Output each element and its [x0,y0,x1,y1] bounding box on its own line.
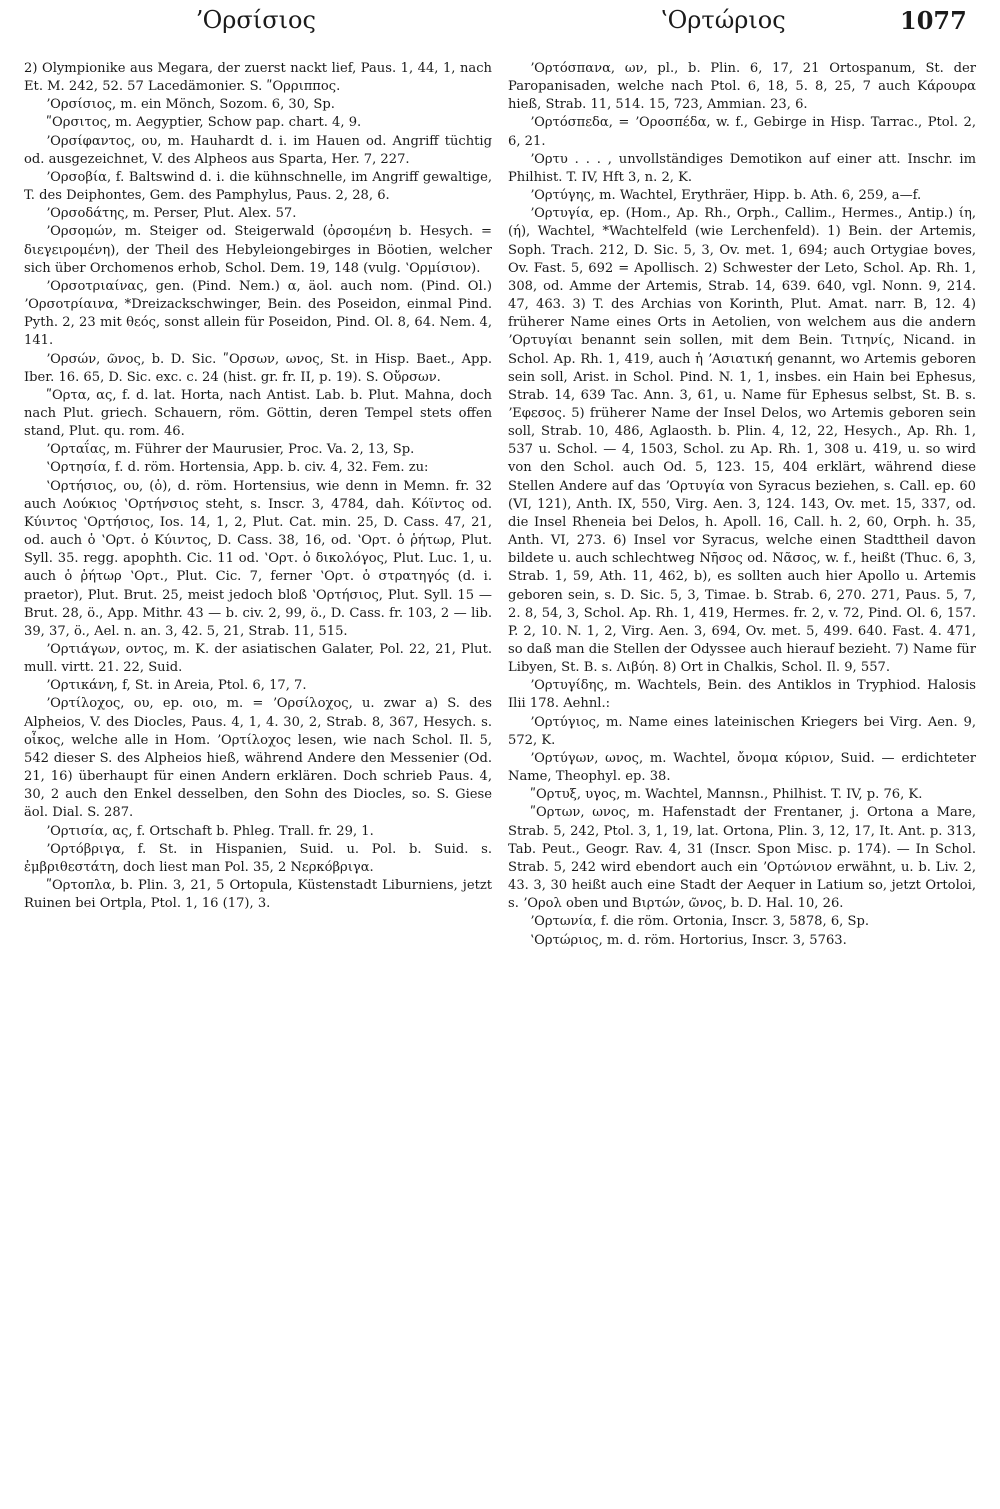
left-column [24,60,492,913]
page-number: 1077 [900,6,967,35]
dictionary-entry: ʼΟρτιάγων, οντος, m. K. der asiatischen Galater, Pol. 22, 21, Plut. mull. virtt. 21. 22, Suid. [24,642,492,676]
dictionary-entry: ʺΟρτα, ας, f. d. lat. Horta, nach Antist. Lab. b. Plut. Mahna, doch nach Plut. griech. Schauern, röm. Göttin, deren Tempel stets offen stand, Plut. qu. rom. 46. [24,387,492,440]
dictionary-entry: ʼΟρσομών, m. Steiger od. Steigerwald (ὀρσομένη b. Hesych. = διεγειρομένη), der Theil des Hebyleiongebirges in Böotien, welcher sich über Orchomenos erhob, Schol. Dem. 19, 148 (vulg. ʽΟρμίσιον). [24,224,492,276]
dictionary-entry: ʼΟρτυ . . . , unvollständiges Demotikon auf einer att. Inschr. im Philhist. T. IV, Hft 3, n. 2, K. [508,151,976,185]
dictionary-entry: ʼΟρτικάνη, f, St. in Areia, Ptol. 6, 17, 7. [46,678,307,694]
dictionary-entry: ʽΟρτώριος, m. d. röm. Hortorius, Inscr. 3, 5763. [530,932,847,948]
left-running-headword: ʼΟρσίσιος [195,6,316,34]
dictionary-entry: ʼΟρσοδάτης, m. Perser, Plut. Alex. 57. [46,206,297,222]
dictionary-entry: ʼΟρσοβία, f. Baltswind d. i. die kühnschnelle, im Angriff gewaltige, T. des Deiphontes, Gem. des Pamphylus, Paus. 2, 28, 6. [24,169,492,204]
dictionary-entry: ʼΟρτόσπεδα, = ʼΟροσπέδα, w. f., Gebirge in Hisp. Tarrac., Ptol. 2, 6, 21. [508,115,976,149]
dictionary-entry: ʺΟρσιτος, m. Aegyptier, Schow pap. chart. 4, 9. [46,115,362,131]
right-running-headword: ʽΟρτώριος [660,6,786,34]
dictionary-entry: ʼΟρτύγων, ωνος, m. Wachtel, ὄνομα κύριον, Suid. — erdichteter Name, Theophyl. ep. 38. [508,750,976,785]
dictionary-entry: ʼΟρσίσιος, m. ein Mönch, Sozom. 6, 30, Sp. [46,97,335,113]
dictionary-entry: ʼΟρτωνία, f. die röm. Ortonia, Inscr. 3, 5878, 6, Sp. [530,914,870,930]
dictionary-entry: ʼΟρτύγιος, m. Name eines lateinischen Kriegers bei Virg. Aen. 9, 572, K. [508,714,976,748]
dictionary-entry: ʼΟρταΐας, m. Führer der Maurusier, Proc. Va. 2, 13, Sp. [46,442,415,458]
dictionary-entry: ʼΟρσοτριαίνας, gen. (Pind. Nem.) α, äol. auch nom. (Pind. Ol.) ʼΟρσοτρίαινα, *Dreizackschwinger, Bein. des Poseidon, einmal Pind. Pyth. 2, 23 mit θεός, sonst allein für Poseidon, Pind. Ol. 8, 64. Nem. 4, 141. [24,278,492,349]
dictionary-entry: 2) Olympionike aus Megara, der zuerst nackt lief, Paus. 1, 44, 1, nach Et. M. 242, 52. 57 Lacedämonier. S. ʺΟρριππος. [24,61,492,95]
dictionary-entry: ʽΟρτησία, f. d. röm. Hortensia, App. b. civ. 4, 32. Fem. zu: [46,460,429,476]
dictionary-entry: ʺΟρτυξ, υγος, m. Wachtel, Mannsn., Philhist. T. IV, p. 76, K. [530,787,923,803]
dictionary-entry: ʺΟρτων, ωνος, m. Hafenstadt der Frentaner, j. Ortona a Mare, Strab. 5, 242, Ptol. 3, 1, 19, lat. Ortona, Plin. 3, 12, 17, It. Ant. p. 313, Tab. Peut., Geogr. Rav. 4, 31 (Inscr. Spon Misc. p. 174). — In Schol. Strab. 5, 242 wird ebendort auch ein ʼΟρτώνιον erwähnt, u. b. Liv. 2, 43. 3, 30 heißt auch eine Stadt der Aequer in Latium so, jetzt Ortoloi, s. ʼΟρολ oben und Βιρτών, ῶνος, b. D. Hal. 10, 26. [508,805,976,912]
dictionary-entry: ʼΟρτύγης, m. Wachtel, Erythräer, Hipp. b. Ath. 6, 259, a—f. [530,188,922,204]
dictionary-entry: ʼΟρτυγίδης, m. Wachtels, Bein. des Antiklos in Tryphiod. Halosis Ilii 178. Aehnl.: [508,678,976,712]
dictionary-entry: ʼΟρτυγία, ep. (Hom., Ap. Rh., Orph., Callim., Hermes., Antip.) ίη, (ή), Wachtel, *Wachtelfeld (wie Lerchenfeld). 1) Bein. der Artemis, Soph. Trach. 212, D. Sic. 5, 3, Ov. met. 1, 694; auch Ortygiae boves, Ov. Fast. 5, 692 = Apollisch. 2) Schwester der Leto, Schol. Ap. Rh. 1, 308, od. Amme der Artemis, Strab. 14, 639. 640, vgl. Nonn. 9, 214. 47, 463. 3) T. des Archias von Korinth, Plut. Amat. narr. B, 12. 4) früherer Name eines Orts in Aetolien, von welchem aus die andern ʼΟρτυγίαι benannt sein sollen, mit dem Bein. Τιτηνίς, Nicand. in Schol. Ap. Rh. 1, 419, auch ἡ ʼΑσιατική genannt, wo Artemis geboren sein soll, Arist. in Schol. Pind. N. 1, 1, insbes. ein Hain bei Ephesus, Strab. 14, 639 Tac. Ann. 3, 61, u. Name für Ephesus selbst, St. B. s. ʼΕφεσος. 5) früherer Name der Insel Delos, wo Artemis geboren sein soll, Strab. 10, 486, Aglaosth. b. Plin. 4, 12, 22, Hesych., Ap. Rh. 1, 537 u. Schol. — 4, 1503, Schol. zu Ap. Rh. 1, 308 u. 419, u. so wird von den Schol. auch Od. 5, 123. 15, 404 erklärt, während diese Stellen Andere auf das ʼΟρτυγία von Syracus beziehen, s. Call. ep. 60 (VI, 121), Anth. IX, 550, Virg. Aen. 3, 124. 143, Ov. met. 15, 337, od. die Insel Rheneia bei Delos, h. Apoll. 16, Call. h. 2, 60, Orph. h. 35, Anth. VI, 273. 6) Insel vor Syracus, welche einen Stadttheil davon bildete u. auch schlechtweg Νῆσος od. Νᾶσος, w. f., heißt (Thuc. 6, 3, Strab. 1, 59, Ath. 11, 462, b), es sollten auch hier Apollo u. Artemis geboren sein, s. D. Sic. 5, 3, Timae. b. Strab. 6, 270. 271, Paus. 5, 7, 2. 8, 54, 3, Schol. Ap. Rh. 1, 419, Hermes. fr. 2, v. 72, Pind. Ol. 6, 157. P. 2, 10. N. 1, 2, Virg. Aen. 3, 694, Ov. met. 5, 499. 640. Fast. 4. 471, so daß man die Stellen der Odyssee auch hierauf bezieht. 7) Name für Libyen, St. B. s. Λιβύη. 8) Ort in Chalkis, Schol. Il. 9, 557. [508,206,976,676]
page-header [0,0,1000,40]
dictionary-entry: ʼΟρσίφαντος, ου, m. Hauhardt d. i. im Hauen od. Angriff tüchtig od. ausgezeichnet, V. des Alpheos aus Sparta, Her. 7, 227. [24,133,492,167]
dictionary-entry: ʼΟρτίλοχος, ου, ep. οιο, m. = ʼΟρσίλοχος, u. zwar a) S. des Alpheios, V. des Diocles, Paus. 4, 1, 4. 30, 2, Strab. 8, 367, Hesych. s. οἶκος, welche alle in Hom. ʼΟρτίλοχος lesen, wie nach Schol. Il. 5, 542 dieser S. des Alpheios hieß, während Andere den Messenier (Od. 21, 16) überhaupt für einen Andern erklären. Doch schrieb Paus. 4, 30, 2 auch den Enkel desselben, den Sohn des Diocles, so. S. Giese äol. Dial. S. 287. [24,696,492,821]
dictionary-entry: ʼΟρσών, ῶνος, b. D. Sic. ʺΟρσων, ωνος, St. in Hisp. Baet., App. Iber. 16. 65, D. Sic. exc. c. 24 (hist. gr. fr. II, p. 19). S. Οὔρσων. [24,351,492,385]
dictionary-entry: ʼΟρτόσπανα, ων, pl., b. Plin. 6, 17, 21 Ortospanum, St. der Paropanisaden, welche nach Ptol. 6, 18, 5. 8, 25, 7 auch Κάρουρα hieß, Strab. 11, 514. 15, 723, Ammian. 23, 6. [508,61,976,113]
right-column [508,60,976,950]
dictionary-entry: ʽΟρτήσιος, ου, (ὁ), d. röm. Hortensius, wie denn in Memn. fr. 32 auch Λούκιος ʽΟρτήνσιος steht, s. Inscr. 3, 4784, dah. Κόϊντος od. Κύιντος ʽΟρτήσιος, Ios. 14, 1, 2, Plut. Cat. min. 25, D. Cass. 47, 21, od. auch ὁ ʽΟρτ. ὁ Κύιντος, D. Cass. 38, 16, od. ʽΟρτ. ὁ ῥήτωρ, Plut. Syll. 35. regg. apophth. Cic. 11 od. ʽΟρτ. ὁ δικολόγος, Plut. Luc. 1, u. auch ὁ ῥήτωρ ʽΟρτ., Plut. Cic. 7, ferner ʽΟρτ. ὁ στρατηγός (d. i. praetor), Plut. Brut. 25, meist jedoch bloß ʽΟρτήσιος, Plut. Syll. 15 — Brut. 28, ö., App. Mithr. 43 — b. civ. 2, 99, ö., D. Cass. fr. 103, 2 — lib. 39, 37, ö., Ael. n. an. 3, 42. 5, 21, Strab. 11, 515. [24,478,492,639]
dictionary-entry: ʼΟρτισία, ας, f. Ortschaft b. Phleg. Trall. fr. 29, 1. [46,823,374,839]
dictionary-entry: ʺΟρτοπλα, b. Plin. 3, 21, 5 Ortopula, Küstenstadt Liburniens, jetzt Ruinen bei Ortpla, Ptol. 1, 16 (17), 3. [24,878,492,912]
dictionary-entry: ʼΟρτόβριγα, f. St. in Hispanien, Suid. u. Pol. b. Suid. s. ἐμβριθεστάτη, doch liest man Pol. 35, 2 Νερκόβριγα. [24,841,492,875]
